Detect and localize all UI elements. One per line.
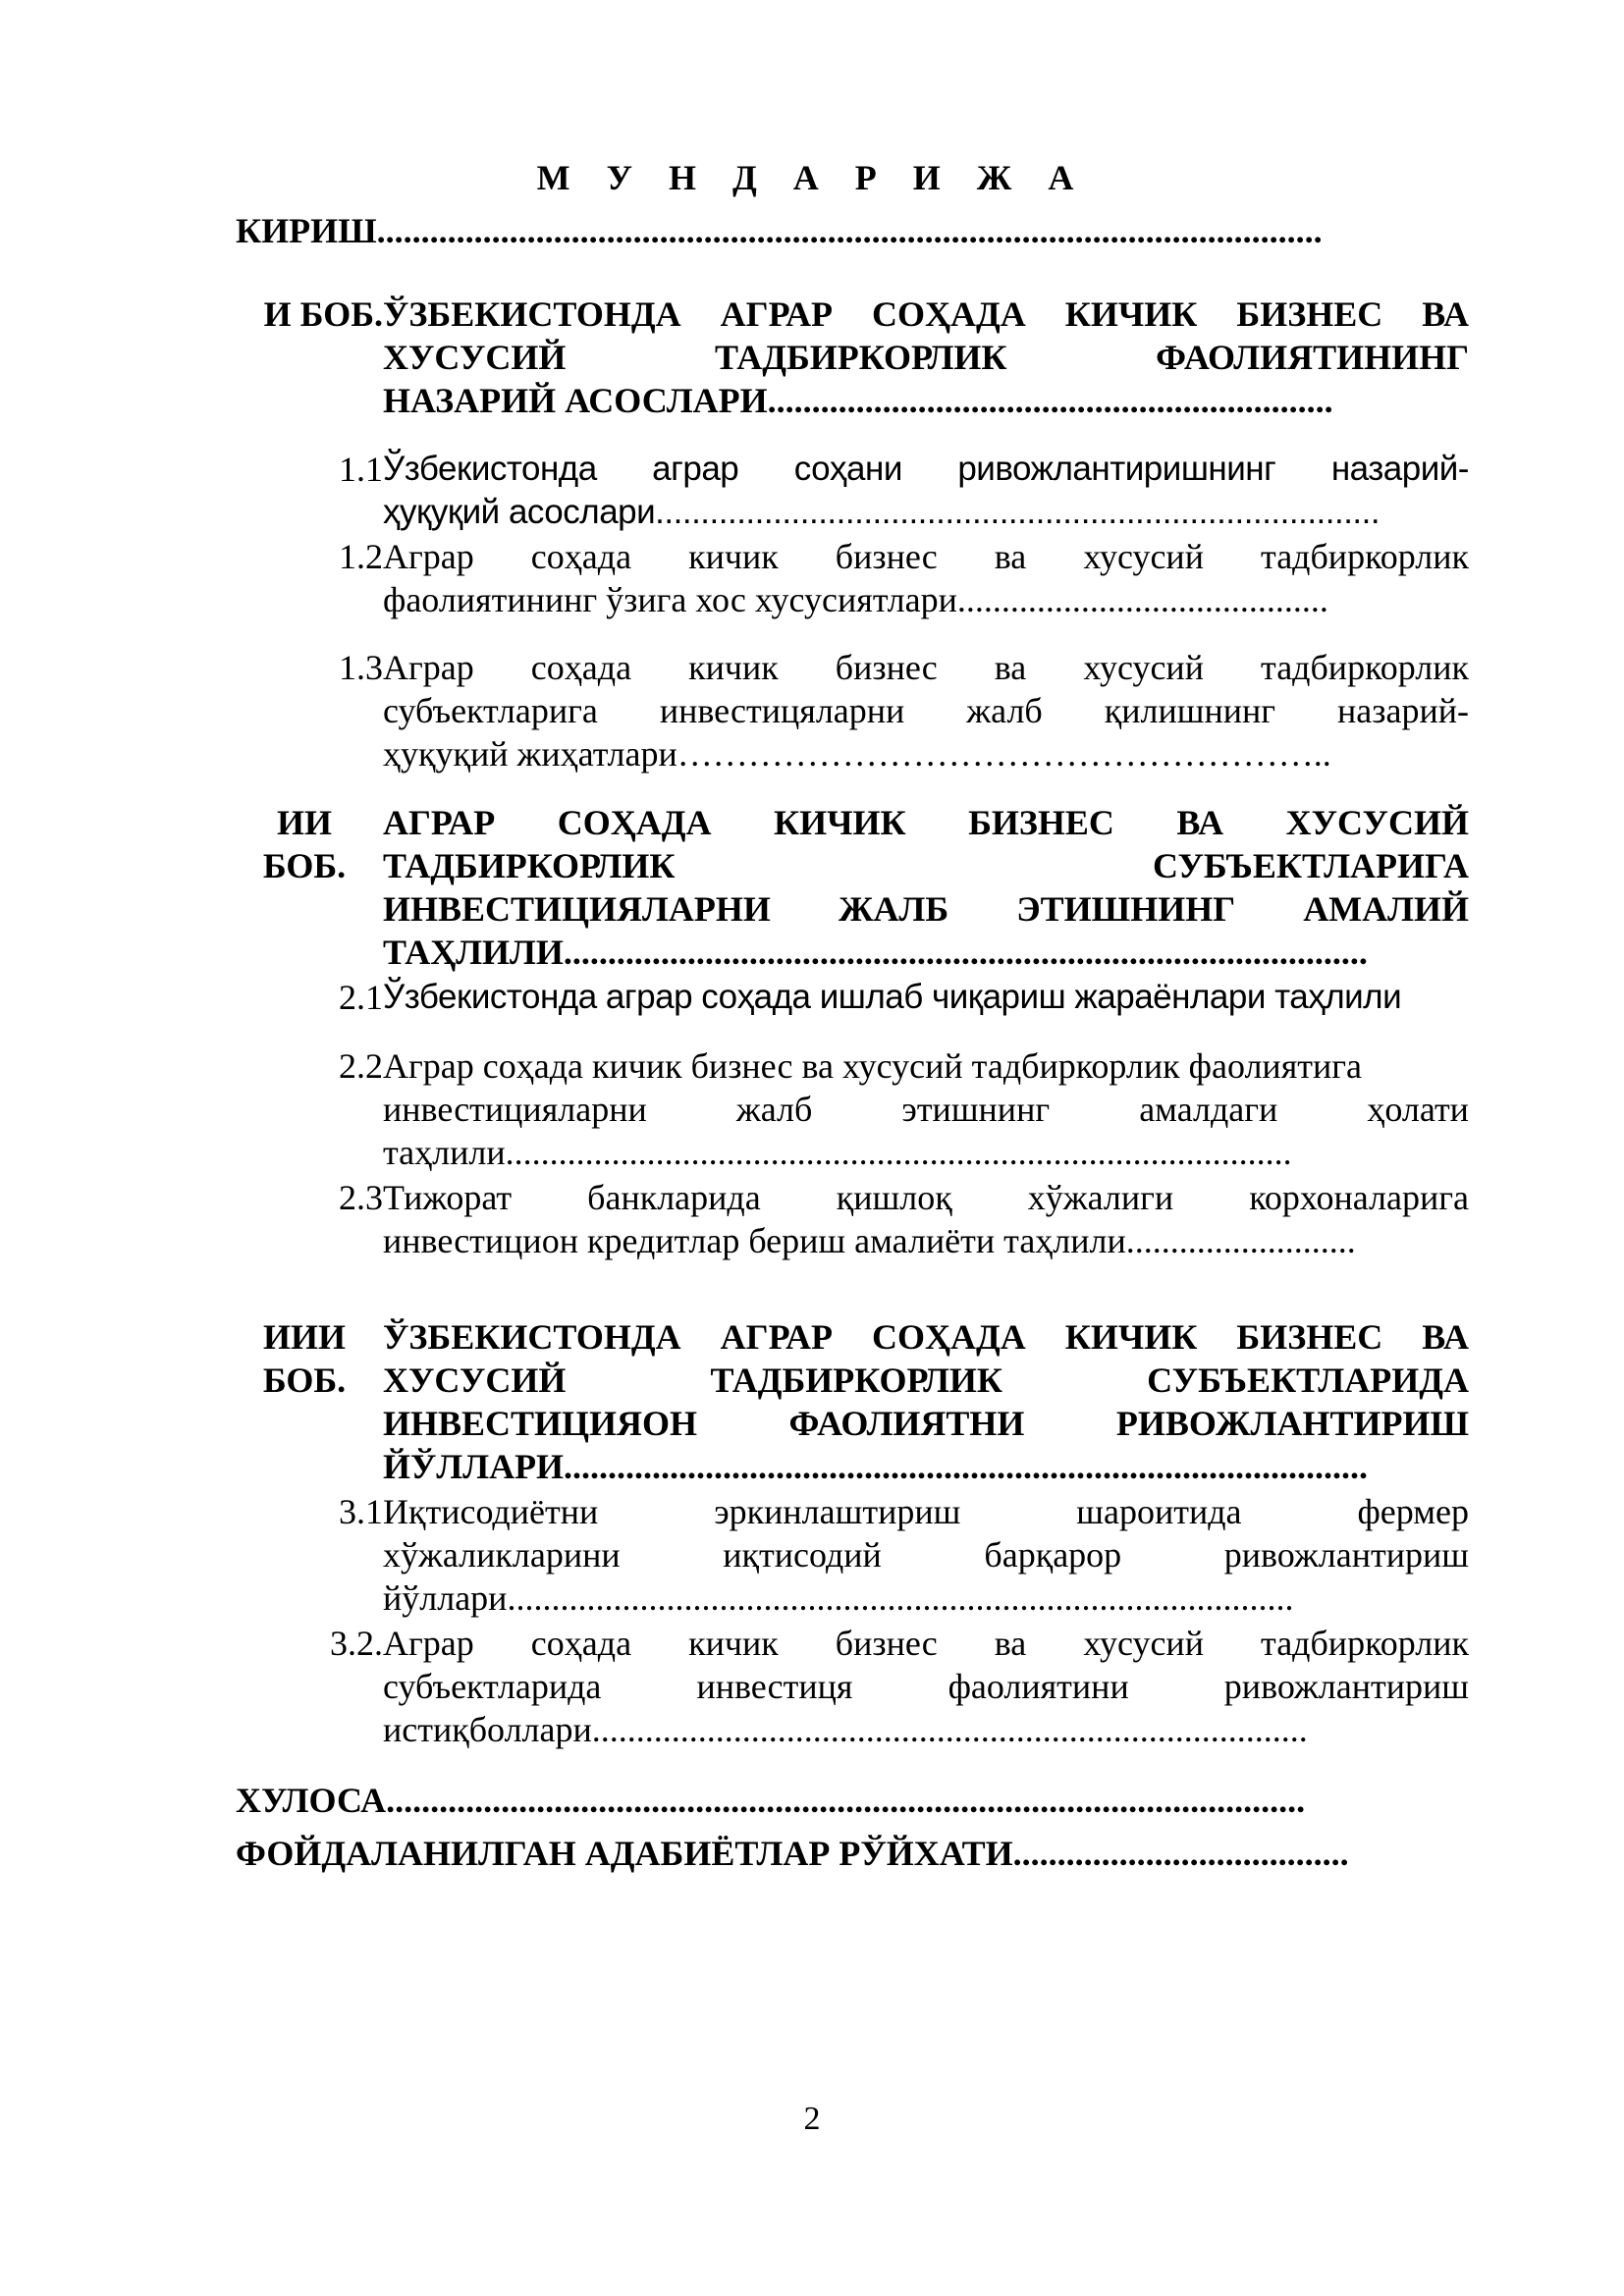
entry-word: барқарор xyxy=(984,1535,1122,1575)
entry-word: назарий- xyxy=(1337,691,1469,730)
entry-line xyxy=(383,887,1469,931)
entry-line xyxy=(383,1088,1469,1131)
entry-line xyxy=(383,535,1469,578)
entry-word: КИЧИК xyxy=(1064,1317,1198,1357)
entry-word: ривожлантириш xyxy=(1223,1535,1469,1575)
entry-word: ЭТИШНИНГ xyxy=(1016,889,1236,929)
toc-intro[interactable]: КИРИШ........................................................................................................... xyxy=(236,211,1323,250)
entry-word: кичик xyxy=(688,1624,779,1663)
entry-word: бизнес xyxy=(835,537,938,576)
section-title xyxy=(383,1176,1469,1262)
entry-line xyxy=(383,1176,1469,1219)
chapter-3-label xyxy=(226,1315,383,1402)
entry-word: соҳани xyxy=(793,450,902,488)
entry-word: ВА xyxy=(1176,803,1224,842)
entry-word: ТАДБИРКОРЛИК xyxy=(715,338,1007,377)
entry-word: фаолиятини xyxy=(947,1667,1129,1706)
entry-word: СУБЪЕКТЛАРИДА xyxy=(1147,1361,1469,1400)
entry-line xyxy=(383,1359,1469,1402)
entry-word: БИЗНЕС xyxy=(1236,1317,1383,1357)
entry-word: субъектларига xyxy=(383,691,598,730)
entry-word: СОҲАДА xyxy=(871,294,1026,334)
entry-word: кичик xyxy=(688,537,779,576)
entry-word: КИЧИК xyxy=(1064,294,1198,334)
section-title xyxy=(383,1622,1469,1751)
entry-word: тадбиркорлик xyxy=(1261,648,1469,687)
entry-word: хўжаликларини xyxy=(383,1535,621,1575)
entry-word: субъектларида xyxy=(383,1667,602,1706)
entry-word: ва xyxy=(994,648,1027,687)
section-number: 1.3 xyxy=(339,648,383,687)
entry-line: таҳлили......................................................................................... xyxy=(383,1133,1292,1172)
entry-line xyxy=(383,1533,1469,1576)
section-number: 2.3 xyxy=(339,1178,383,1217)
toc-references[interactable]: ФОЙДАЛАНИЛГАН АДАБИЁТЛАР РЎЙХАТИ...................................... xyxy=(236,1834,1349,1873)
entry-line xyxy=(383,646,1469,689)
entry-line: ҳуқуқий асослари................................................................................ xyxy=(383,493,1380,531)
entry-word: ВА xyxy=(1422,294,1469,334)
entry-word: қишлоқ xyxy=(836,1178,952,1217)
entry-word: СОҲАДА xyxy=(871,1317,1026,1357)
entry-line: ЙЎЛЛАРИ........................................................................................... xyxy=(383,1447,1369,1486)
section-title xyxy=(383,1044,1469,1174)
entry-word: бизнес xyxy=(835,1624,938,1663)
entry-line xyxy=(383,1490,1469,1533)
entry-line: Аграр соҳада кичик бизнес ва хусусий тадбиркорлик фаолиятига xyxy=(383,1046,1362,1086)
entry-line xyxy=(383,844,1469,887)
entry-word: этишнинг xyxy=(901,1090,1051,1129)
entry-word: инвестицяларни xyxy=(659,691,905,730)
chapter-1-label: И БОБ. xyxy=(263,294,383,334)
entry-word: РИВОЖЛАНТИРИШ xyxy=(1115,1404,1469,1443)
entry-word: ва xyxy=(994,1624,1027,1663)
entry-word: соҳада xyxy=(530,1624,632,1663)
entry-line: инвестицион кредитлар бериш амалиёти таҳлили.......................... xyxy=(383,1221,1356,1260)
entry-word: ва xyxy=(994,537,1027,576)
entry-word: хусусий xyxy=(1083,1624,1204,1663)
chapter-3-label-line1: ИИИ xyxy=(262,1317,346,1357)
entry-line: Ўзбекистонда аграр соҳада ишлаб чиқариш жараёнлари таҳлили xyxy=(383,978,1402,1016)
entry-line xyxy=(383,336,1469,379)
entry-line xyxy=(383,1665,1469,1708)
entry-line: истиқболлари................................................................................. xyxy=(383,1710,1308,1749)
entry-word: назарий- xyxy=(1330,450,1469,488)
entry-word: фермер xyxy=(1357,1492,1469,1531)
section-number: 2.2 xyxy=(339,1046,383,1086)
entry-word: АГРАР xyxy=(720,294,833,334)
entry-word: ХУСУСИЙ xyxy=(1285,803,1469,842)
chapter-3-title xyxy=(383,1315,1469,1488)
chapter-2-label xyxy=(226,801,383,887)
entry-word: инвестицияларни xyxy=(383,1090,647,1129)
entry-line: ТАҲЛИЛИ........................................................................................... xyxy=(383,933,1368,972)
entry-word: Иқтисодиётни xyxy=(383,1492,599,1531)
entry-word: аграр xyxy=(652,450,739,488)
entry-word: хусусий xyxy=(1083,648,1204,687)
entry-word: жалб xyxy=(735,1090,813,1129)
section-title xyxy=(383,976,1469,1019)
entry-word: ИНВЕСТИЦИЯОН xyxy=(383,1404,698,1443)
entry-word: АГРАР xyxy=(720,1317,833,1357)
section-number: 3.2. xyxy=(330,1624,383,1663)
entry-word: ФАОЛИЯТНИ xyxy=(788,1404,1025,1443)
chapter-2-label-line2: БОБ. xyxy=(262,846,347,885)
entry-word: Ўзбекистонда xyxy=(383,450,597,488)
entry-word: ЖАЛБ xyxy=(838,889,949,929)
entry-word: корхоналарига xyxy=(1249,1178,1469,1217)
chapter-2-title xyxy=(383,801,1469,974)
entry-word: Аграр xyxy=(383,1624,474,1663)
entry-word: ВА xyxy=(1422,1317,1469,1357)
entry-line xyxy=(383,1402,1469,1445)
entry-word: АГРАР xyxy=(383,803,496,842)
entry-word: БИЗНЕС xyxy=(968,803,1114,842)
entry-word: шароитида xyxy=(1076,1492,1242,1531)
entry-line: ҳуқуқий жиҳатлари……………………………………………….. xyxy=(383,734,1331,774)
entry-line xyxy=(383,801,1469,844)
section-title xyxy=(383,1490,1469,1620)
entry-word: хусусий xyxy=(1083,537,1204,576)
entry-line: йўллари......................................................................................... xyxy=(383,1578,1294,1618)
chapter-1-title xyxy=(383,293,1469,422)
toc-conclusion[interactable]: ХУЛОСА........................................................................................................ xyxy=(236,1781,1306,1820)
entry-word: ХУСУСИЙ xyxy=(383,338,567,377)
entry-word: ТАДБИРКОРЛИК xyxy=(383,846,676,885)
entry-word: тадбиркорлик xyxy=(1261,537,1469,576)
entry-word: КИЧИК xyxy=(773,803,906,842)
entry-word: банкларида xyxy=(587,1178,761,1217)
entry-word: ривожлантириш xyxy=(1223,1667,1469,1706)
page-title: М У Н Д А Р И Ж А xyxy=(536,158,1088,197)
entry-line: НАЗАРИЙ АСОСЛАРИ................................................................ xyxy=(383,381,1333,420)
entry-line: фаолиятининг ўзига хос хусусиятлари.......................................... xyxy=(383,580,1328,619)
entry-word: Аграр xyxy=(383,648,474,687)
entry-word: СОҲАДА xyxy=(557,803,712,842)
section-number: 3.1 xyxy=(339,1492,383,1531)
entry-word: иқтисодий xyxy=(723,1535,882,1575)
section-number: 1.2 xyxy=(339,537,383,576)
entry-line xyxy=(383,448,1469,491)
entry-word: Аграр xyxy=(383,537,474,576)
entry-word: амалдаги xyxy=(1139,1090,1278,1129)
entry-word: жалб xyxy=(966,691,1043,730)
section-title xyxy=(383,448,1469,534)
entry-word: АМАЛИЙ xyxy=(1303,889,1469,929)
entry-line xyxy=(383,293,1469,336)
section-number: 2.1 xyxy=(339,978,383,1017)
section-number: 1.1 xyxy=(339,450,383,489)
entry-word: ТАДБИРКОРЛИК xyxy=(710,1361,1003,1400)
entry-line xyxy=(383,1315,1469,1359)
entry-word: инвестиця xyxy=(696,1667,853,1706)
entry-word: БИЗНЕС xyxy=(1236,294,1383,334)
entry-word: ИНВЕСТИЦИЯЛАРНИ xyxy=(383,889,771,929)
entry-word: соҳада xyxy=(530,648,632,687)
entry-word: ЎЗБЕКИСТОНДА xyxy=(383,1317,681,1357)
entry-word: кичик xyxy=(688,648,779,687)
section-title xyxy=(383,535,1469,621)
entry-word: қилишнинг xyxy=(1104,691,1276,730)
entry-word: соҳада xyxy=(530,537,632,576)
entry-line xyxy=(383,1622,1469,1665)
entry-word: ривожлантиришнинг xyxy=(957,450,1276,488)
entry-word: хўжалиги xyxy=(1027,1178,1174,1217)
entry-line xyxy=(383,689,1469,732)
entry-word: ЎЗБЕКИСТОНДА xyxy=(383,294,681,334)
entry-word: эркинлаштириш xyxy=(714,1492,961,1531)
section-title xyxy=(383,646,1469,775)
entry-word: бизнес xyxy=(835,648,938,687)
entry-word: ҳолати xyxy=(1367,1090,1469,1129)
page-number: 2 xyxy=(803,2101,821,2137)
chapter-3-label-line2: БОБ. xyxy=(262,1361,347,1400)
entry-word: ФАОЛИЯТИНИНГ xyxy=(1156,338,1469,377)
entry-word: СУБЪЕКТЛАРИГА xyxy=(1152,846,1469,885)
entry-word: ХУСУСИЙ xyxy=(383,1361,567,1400)
chapter-2-label-line1: ИИ xyxy=(276,803,332,842)
entry-word: Тижорат xyxy=(383,1178,513,1217)
entry-word: тадбиркорлик xyxy=(1261,1624,1469,1663)
